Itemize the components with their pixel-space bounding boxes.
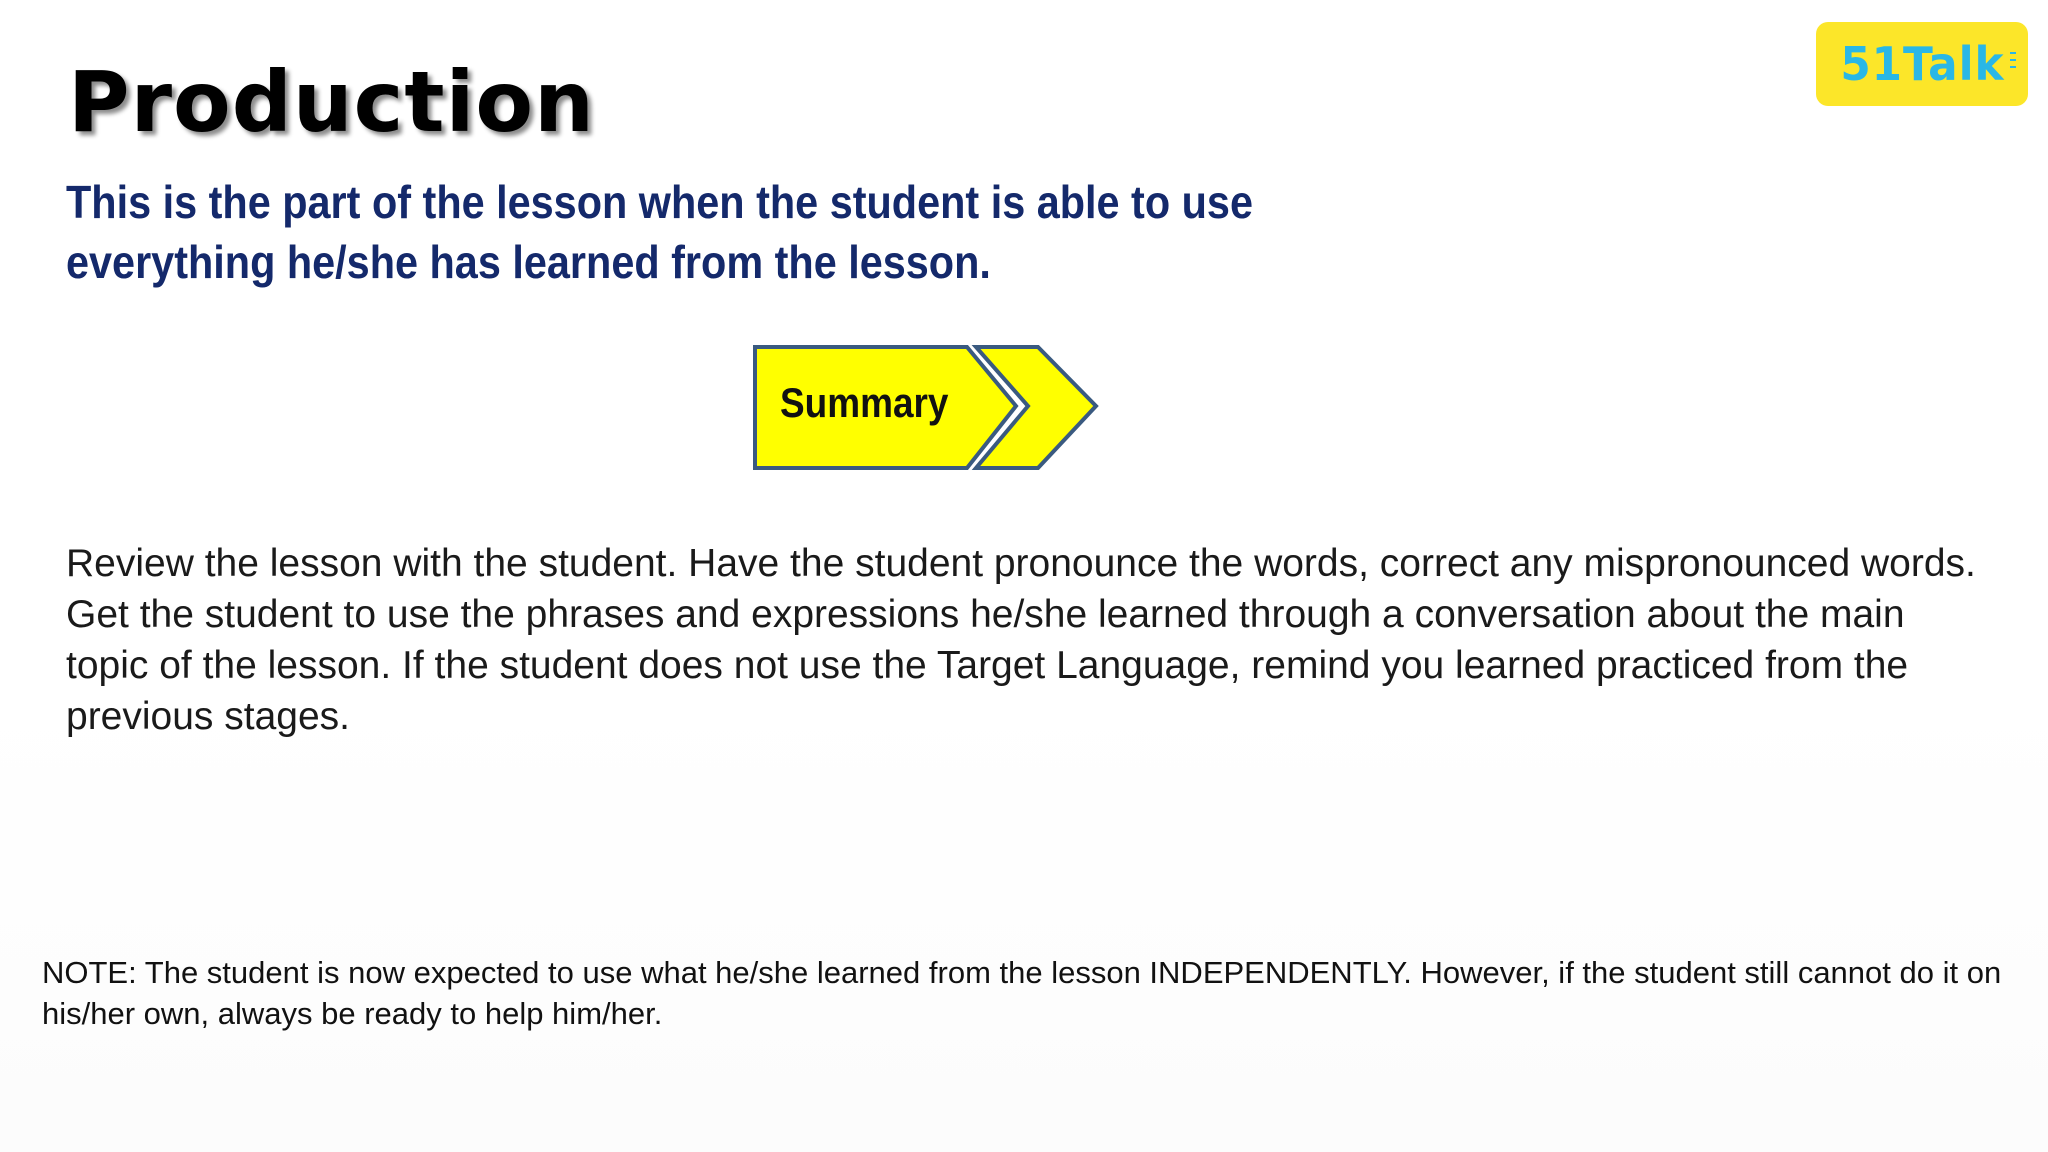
instruction-paragraph: Review the lesson with the student. Have the student pronounce the words, correct any mispronounced words. Get the student to use the phrases and expressions he/she learned through a conversation about the main topic of the lesson. If the student does not use the Target Language, remind you learned practiced from the previous stages. (66, 542, 1976, 738)
stage-chevron (752, 344, 1104, 472)
page-subtitle: This is the part of the lesson when the student is able to use everything he/she has learned from the lesson. (66, 176, 1253, 288)
brand-logo (1816, 22, 2028, 106)
logo-text: 51Talk (1839, 37, 2005, 91)
logo-mark-icon (2010, 52, 2016, 76)
note-paragraph: NOTE: The student is now expected to use what he/she learned from the lesson INDEPENDENTLY. However, if the student still cannot do it on his/her own, always be ready to help him/her. (42, 955, 2002, 1031)
page-title: Production (68, 53, 595, 151)
stage-label: Summary (780, 379, 949, 426)
